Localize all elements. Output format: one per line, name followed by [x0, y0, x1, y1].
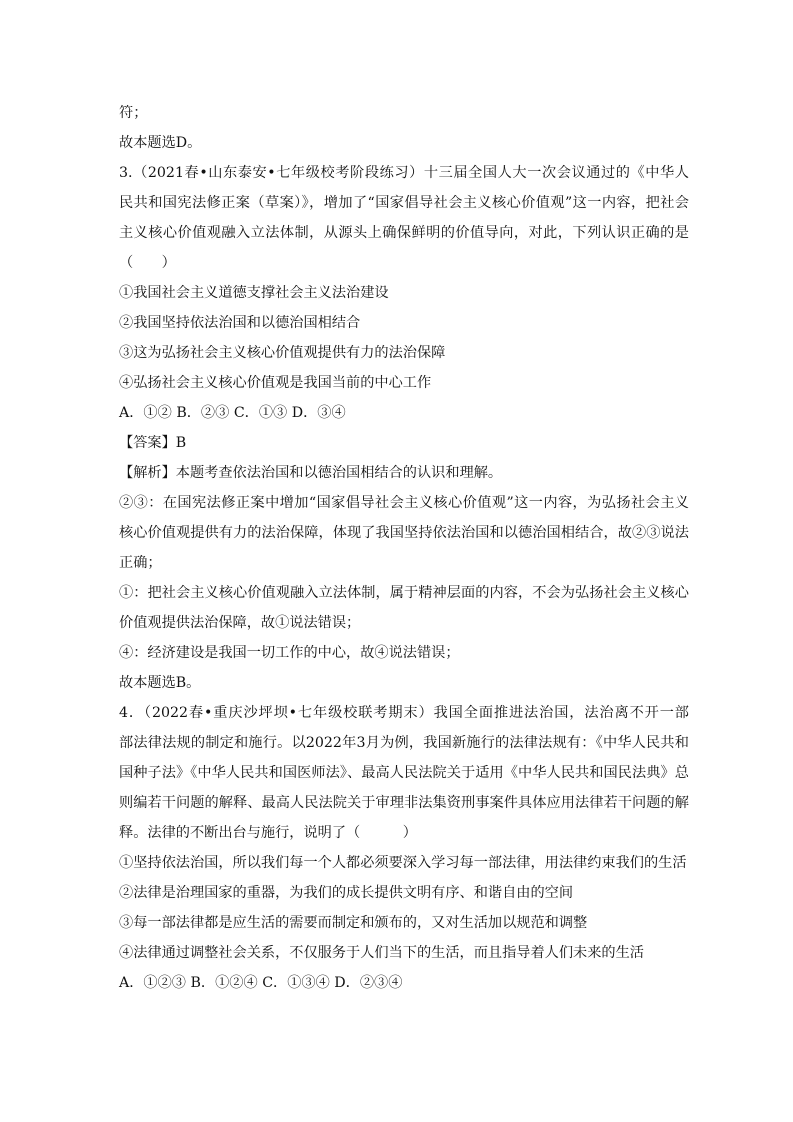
q3-analysis-intro: 【解析】本题考查依法治国和以德治国相结合的认识和理解。	[119, 465, 503, 481]
q3-stem-line-3: 主义核心价值观融入立法体制，从源头上确保鲜明的价值导向，对此，下列认识正确的是	[119, 225, 689, 241]
q3-choices: A．①② B．②③ C．①③ D．③④	[119, 405, 346, 421]
q3-stem-bracket: （ ）	[119, 255, 176, 271]
q4-stem-line-2: 部法律法规的制定和施行。以2022年3月为例，我国新施行的法律法规有：《中华人民共和	[119, 735, 689, 751]
q4-stem-line-5: 释。法律的不断出台与施行，说明了（ ）	[119, 825, 417, 841]
q4-stem-line-3: 国种子法》《中华人民共和国医师法》、最高人民法院关于适用《中华人民共和国民法典》总	[119, 765, 689, 781]
q3-option-1: ①我国社会主义道德支撑社会主义法治建设	[119, 285, 389, 301]
q4-option-3: ③每一部法律都是应生活的需要而制定和颁布的，又对生活加以规范和调整	[119, 915, 588, 931]
document-body	[119, 98, 689, 998]
prev-answer-choice: 故本题选D。	[119, 135, 202, 151]
q3-option-2: ②我国坚持依法治国和以德治国相结合	[119, 315, 361, 331]
q3-analysis-line-1: ②③：在国宪法修正案中增加“国家倡导社会主义核心价值观”这一内容，为弘扬社会主义	[119, 495, 689, 511]
q3-analysis-line-4: ①：把社会主义核心价值观融入立法体制，属于精神层面的内容，不会为弘扬社会主义核心	[119, 585, 689, 601]
q3-analysis-line-5: 价值观提供法治保障，故①说法错误；	[119, 615, 361, 631]
q3-conclusion: 故本题选B。	[119, 675, 201, 691]
q3-analysis-line-6: ④：经济建设是我国一切工作的中心，故④说法错误；	[119, 645, 460, 661]
q3-analysis-line-3: 正确；	[119, 555, 162, 571]
prev-answer-tail: 符；	[119, 105, 148, 121]
q4-stem-line-1: 4．（2022春•重庆沙坪坝•七年级校联考期末）我国全面推进法治国，法治离不开一部	[119, 705, 689, 721]
q3-stem-line-2: 民共和国宪法修正案（草案）》，增加了“国家倡导社会主义核心价值观”这一内容，把社会	[119, 195, 689, 211]
q3-answer: 【答案】B	[119, 435, 187, 451]
q3-option-3: ③这为弘扬社会主义核心价值观提供有力的法治保障	[119, 345, 446, 361]
q4-option-2: ②法律是治理国家的重器，为我们的成长提供文明有序、和谐自由的空间	[119, 885, 574, 901]
q3-analysis-line-2: 核心价值观提供有力的法治保障，体现了我国坚持依法治国和以德治国相结合，故②③说法	[119, 525, 689, 541]
q4-stem-line-4: 则编若干问题的解释、最高人民法院关于审理非法集资刑事案件具体应用法律若干问题的解	[119, 795, 689, 811]
q3-option-4: ④弘扬社会主义核心价值观是我国当前的中心工作	[119, 375, 432, 391]
q4-option-4: ④法律通过调整社会关系，不仅服务于人们当下的生活，而且指导着人们未来的生活	[119, 945, 644, 961]
q4-option-1: ①坚持依法治国，所以我们每一个人都必须要深入学习每一部法律，用法律约束我们的生活	[119, 855, 687, 871]
q3-stem-line-1: 3.（2021春•山东泰安•七年级校考阶段练习）十三届全国人大一次会议通过的《中华人	[119, 165, 689, 181]
q4-choices: A．①②③ B．①②④ C．①③④ D．②③④	[119, 975, 403, 991]
